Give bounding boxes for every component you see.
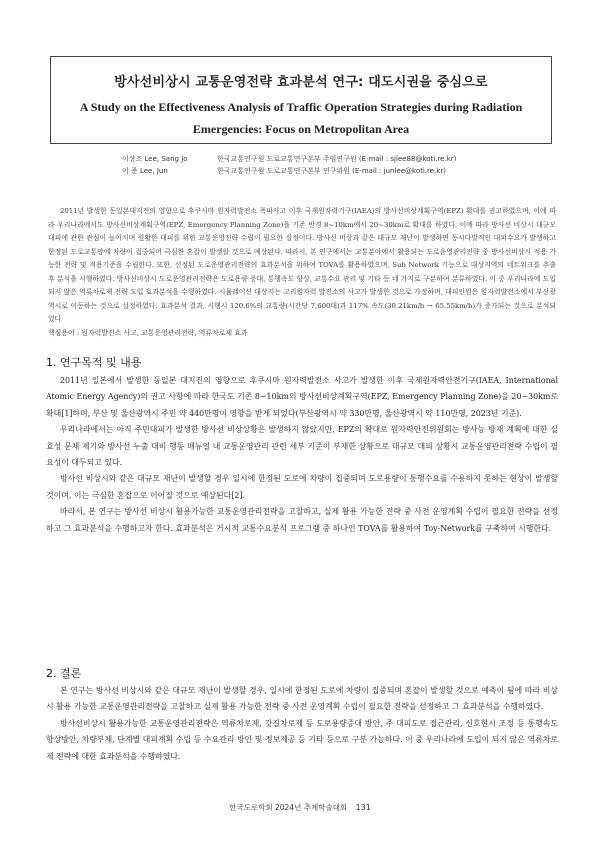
section-heading-purpose: 1. 연구목적 및 내용	[46, 356, 142, 369]
author-affiliation: 한국교통연구원 도로교통연구본부 연구위원 (E-mail : junlee@koti.re.kr)	[217, 167, 446, 175]
paragraph: 우리나라에서는 아직 주민대피가 발생한 방사선 비상상황은 발생하지 않았지만, EPZ의 확대로 원자력안전위원회는 방사능 방재 계획에 대한 실효성 문제 제기와 방사선 누출 대비 행동 매뉴얼 내 교통운영관리 관련 세부 기준이 부재한 상황으로 대규모 대피 상황시 교통운영관리전략 수립이 필요성이 대두되고 있다.	[46, 425, 558, 468]
author-name: 이상조 Lee, Sang Jo	[122, 155, 188, 163]
section-heading-conclusion: 2. 결론	[46, 667, 82, 680]
conference-name: 한국도로학회 2024년 추계학술대회	[229, 803, 348, 812]
paragraph: 방사선비상시 활용가능한 교통운영관리전략은 역류차로제, 갓길차로제 등 도로용량증대 방안, 주 대피도로 접근관리, 신호현시 조정 등 통행속도 향상방안, 차량부제, 단계별 대피계획 수립 등 수요관리 방안 및 정보제공 등 기타 등으로 구분 가능하다. 이 중 우리나라에 도입이 되지 않은 역류차로제 전략에 대한 효과분석을 수행하였다.	[46, 718, 558, 761]
abstract-text: 2011년 발생한 동일본대지진의 영향으로 후쿠시마 원자력발전소 폭파사고 이후 국제원자력기구(IAEA)의 방사선비상계획구역(EPZ) 확대를 권고하였으며, 이에 따라 우리나라에서도 방사선비상계획구역(EPZ, Emergency Planning Zone)을 기존 반경 8~10km에서 20~30km로 확대를 하였다. 이에 따라 방사선 비상시 대규모 대피에 관한 관심이 높아지며 원활한 대피를 위한 교통운영전략 수립이 필요한 실정이다. 방사선 비상과 같은 대규모 재난이 발생하면 동시다발적인 대피수요가 발생하고 한정된 도로교통망에 차량이 집중되어 극심한 혼잡이 발생할 것으로 예상된다. 따라서, 본 연구에서는 교통분야에서 활용되는 도로운영관리전략 중 방사선비상시 적용 가능한 전략 및 적용기준을 수립한다. 또한, 선정된 도로운영관리전략의 효과분석을 위하여 TOVA를 활용하였으며, Sub Network 기능으로 대상지역의 네트워크를 추출 후 분석을 시행하였다. 방사선비상시 도로운영관리전략은 도로용량 증대, 통행속도 향상, 교통수요 관리 및 기타 등 네 가지로 구분하여 분류하였다. 이 중 우리나라에 도입되지 않은 역류차로제 전략 도입 효과분석을 수행하였다. 시뮬레이션 대상지는 고리원자력 발전소의 사고가 발생한 것으로 가정하며, 대피인원은 원자력발전소에서 부산광역시로 이동하는 것으로 설정하였다. 효과분석 결과, 시행시 120.6%의 교통량(시간당 7,600대)과 117% 속도(30.21km/h → 65.55km/h)가 증가되는 것으로 분석되었다	[48, 207, 556, 323]
paragraph: 따라서, 본 연구는 방사선 비상시 활용가능한 교통운영관리전략을 고찰하고, 실제 활용 가능한 전략 중 사전 운영계획 수립이 필요한 전략을 선정하고 그 효과분석을 수행하고자 한다. 효과분석은 거시적 교통수요분석 프로그램 중 하나인 TOVA를 활용하여 Toy-Network를 구축하여 시행한다.	[46, 507, 558, 533]
paper-title-korean: 방사선비상시 교통운영전략 효과분석 연구: 대도시권을 중심으로	[114, 75, 488, 90]
paragraph: 2011년 일본에서 발생한 동일본 대지진의 영향으로 후쿠시마 원자력발전소 사고가 발생한 이후 국제원자력안전기구(IAEA, International Atomic Energy Agency)의 권고 사항에 따라 한국도 기존 8~10km의 방사선비상계획구역(EPZ, Emergency Planning Zone)을 20~30km로 확대[1]하며, 부산 및 울산광역시 주민 약 440만명이 영향을 받게 되었다(부산광역시 약 330만명, 울산광역시 약 110만명, 2023년 기준).	[46, 376, 558, 418]
page-footer	[0, 802, 600, 813]
title-box	[50, 56, 552, 144]
abstract	[48, 205, 556, 340]
section-body-conclusion	[46, 683, 558, 765]
keywords: 핵심용어 : 원자력발전소 사고, 교통운영관리전략, 역류차로제 효과	[48, 328, 248, 337]
author-row	[122, 153, 542, 165]
page-number: 131	[355, 803, 371, 812]
author-row	[122, 165, 542, 177]
paper-title-english: A Study on the Effectiveness Analysis of Traffic Operation Strategies during Radiation Emergencies: Focus on Metropolitan Area	[79, 100, 523, 136]
author-name: 이 준 Lee, Jun	[122, 167, 168, 175]
author-affiliation: 한국교통연구원 도로교통연구본부 주임연구원 (E-mail : sjlee88@koti.re.kr)	[217, 155, 457, 163]
section-body-purpose	[46, 373, 558, 537]
paragraph: 본 연구는 방사선 비상시와 같은 대규모 재난이 발생할 경우, 일시에 한정된 도로에 차량이 집중되며 혼잡이 발생할 것으로 예측이 됨에 따라 비상시 활용 가능한 교통운영관리전략을 고찰하고 실제 활용 가능한 전략 중 사전 운영계획 수립이 필요한 전략을 선정하고 그 효과분석을 수행하였다.	[46, 686, 558, 712]
author-list	[122, 153, 542, 177]
paragraph: 방사선 비상시와 같은 대규모 재난이 발생할 경우 일시에 한정된 도로에 차량이 집중되며 도로용량이 통행수요를 수용하지 못하는 현상이 발생할 것이며, 이는 극심한 혼잡으로 이어질 것으로 예상된다[2].	[46, 474, 558, 500]
